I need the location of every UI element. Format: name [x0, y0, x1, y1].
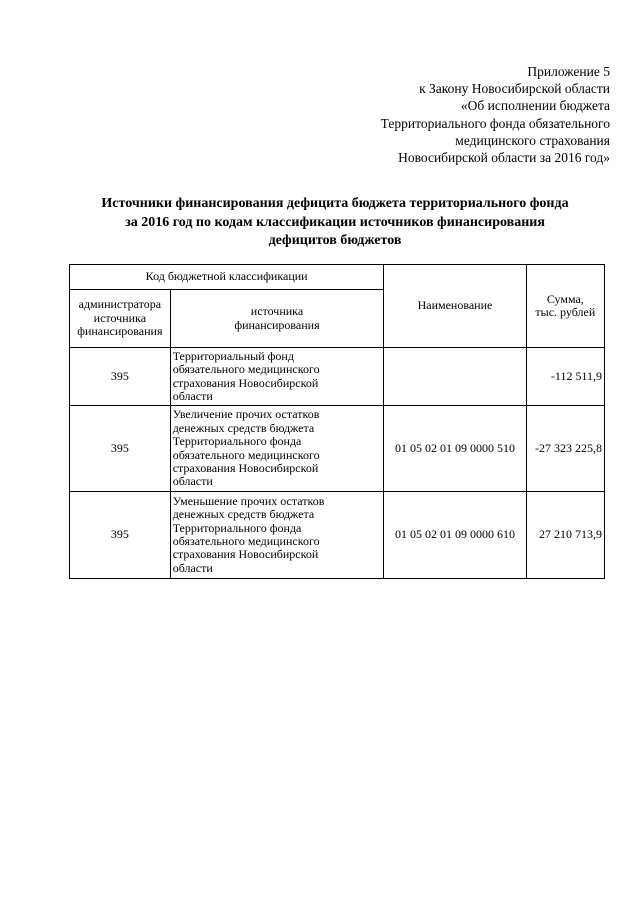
name-cell	[170, 406, 384, 492]
source-header-line: финансирования	[234, 317, 320, 332]
name-line: Территориального фонда	[172, 520, 302, 535]
source-code-cell	[384, 348, 526, 406]
admin-code-cell: 395	[70, 406, 171, 492]
financing-sources-table	[69, 264, 605, 579]
title-line: дефицитов бюджетов	[268, 233, 402, 248]
name-line: денежных средств бюджета	[172, 420, 315, 435]
administrator-header-line: администратора	[78, 297, 162, 312]
name-header: Наименование	[384, 265, 526, 348]
name-line: обязательного медицинского	[172, 534, 320, 548]
administrator-header	[70, 290, 171, 348]
sum-cell: -27 323 225,8	[526, 406, 604, 492]
source-header	[170, 290, 384, 348]
admin-code-cell: 395	[70, 348, 171, 406]
name-line: Увеличение прочих остатков	[172, 407, 320, 422]
administrator-header-line: финансирования	[77, 324, 163, 339]
name-line: области	[172, 388, 213, 403]
appendix-line: Территориального фонда обязательного	[380, 115, 610, 131]
name-line: обязательного медицинского	[172, 447, 320, 462]
appendix-line: к Закону Новосибирской области	[419, 81, 610, 97]
source-code-cell: 01 05 02 01 09 0000 510	[384, 406, 526, 492]
name-line: денежных средств бюджета	[172, 507, 315, 522]
appendix-header	[381, 63, 610, 166]
title-line: за 2016 год по кодам классификации источников финансирования	[125, 214, 545, 230]
name-line: Территориального фонда	[172, 434, 302, 449]
name-line: страхования Новосибирской	[172, 460, 319, 475]
table-row	[70, 348, 605, 406]
document-title	[70, 195, 600, 251]
table-header-row	[70, 265, 605, 290]
table-row	[70, 492, 605, 579]
table-row	[70, 406, 605, 492]
name-line: обязательного медицинского	[172, 362, 320, 377]
name-line: области	[172, 560, 213, 575]
budget-code-header: Код бюджетной классификации	[70, 265, 384, 290]
name-cell	[170, 348, 384, 406]
sum-header-line: Сумма,	[546, 291, 584, 306]
source-header-line: источника	[250, 304, 304, 319]
sum-header-line: тыс. рублей	[535, 305, 596, 319]
source-code-cell: 01 05 02 01 09 0000 610	[384, 492, 526, 579]
name-line: Уменьшение прочих остатков	[172, 493, 325, 508]
appendix-line: «Об исполнении бюджета	[460, 98, 610, 114]
appendix-line: Новосибирской области за 2016 год»	[398, 150, 610, 166]
name-line: области	[172, 474, 213, 489]
sum-header	[526, 265, 604, 348]
appendix-line: Приложение 5	[527, 64, 610, 79]
sum-cell: 27 210 713,9	[526, 492, 604, 579]
name-cell	[170, 492, 384, 579]
name-line: страхования Новосибирской	[172, 375, 319, 390]
name-line: страхования Новосибирской	[172, 547, 319, 562]
administrator-header-line: источника	[93, 310, 147, 325]
appendix-line: медицинского страхования	[455, 132, 610, 148]
name-line: Территориальный фонд	[172, 348, 294, 363]
admin-code-cell: 395	[70, 492, 171, 579]
sum-cell: -112 511,9	[526, 348, 604, 406]
title-line: Источники финансирования дефицита бюджета территориального фонда	[101, 196, 569, 211]
